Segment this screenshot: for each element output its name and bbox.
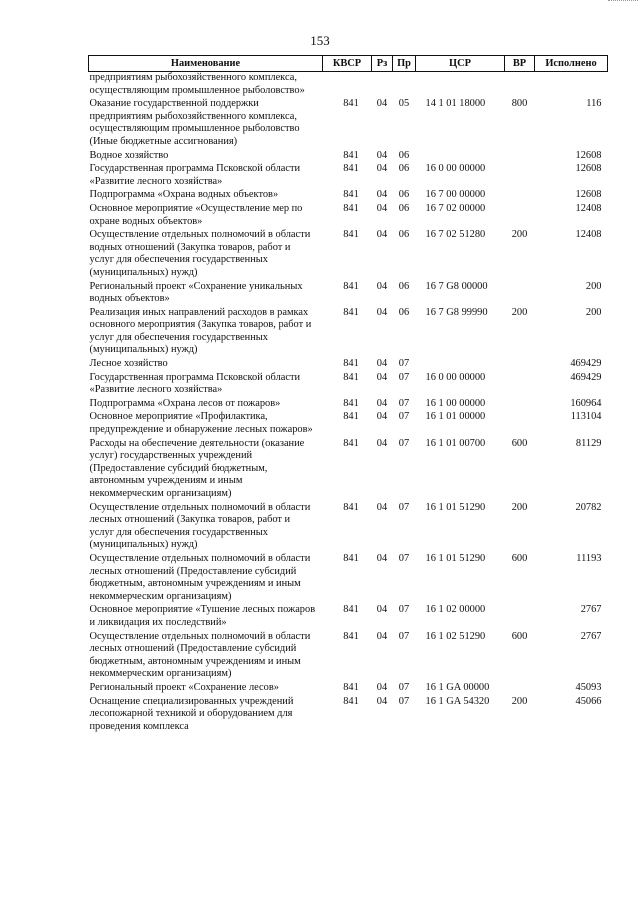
cell-csr [416, 149, 505, 163]
cell-name: Водное хозяйство [89, 149, 169, 161]
header-csr: ЦСР [416, 56, 505, 72]
cell-csr: 16 1 00 00000 [425, 397, 486, 409]
table-row [89, 630, 608, 681]
table-row [89, 552, 608, 603]
cell-rz: 04 [376, 163, 388, 175]
table-body [89, 72, 608, 734]
cell-csr: 16 1 GA 54320 [425, 695, 490, 707]
cell-pr: 07 [398, 371, 410, 383]
cell-isp: 12608 [575, 163, 602, 175]
cell-vr [505, 162, 535, 188]
cell-vr [505, 410, 535, 436]
cell-name: Государственная программа Псковской области «Развитие лесного хозяйства» [89, 163, 301, 187]
cell-name: Основное мероприятие «Осуществление мер по охране водных объектов» [89, 202, 303, 227]
cell-vr [505, 357, 535, 371]
cell-kvsr: 841 [343, 695, 359, 707]
table-row [89, 603, 608, 629]
cell-kvsr: 841 [343, 681, 359, 693]
cell-csr: 16 0 00 00000 [425, 371, 486, 383]
cell-kvsr: 841 [343, 280, 359, 292]
scan-edge-mark [608, 0, 638, 9]
cell-pr: 07 [398, 358, 410, 370]
cell-kvsr: 841 [343, 358, 359, 370]
table-row [89, 97, 608, 148]
table-row [89, 681, 608, 695]
cell-csr: 16 1 01 00700 [425, 437, 486, 449]
header-vr: ВР [505, 56, 535, 72]
cell-kvsr: 841 [343, 604, 359, 616]
cell-vr [505, 371, 535, 397]
cell-name: предприятиям рыбохозяйственного комплекса, осуществляющим промышленное рыболовство» [89, 72, 305, 96]
cell-pr: 06 [398, 229, 410, 241]
cell-kvsr: 841 [343, 501, 359, 513]
cell-vr: 200 [511, 695, 528, 707]
cell-csr [416, 357, 505, 371]
cell-isp: 45066 [575, 695, 602, 707]
cell-kvsr: 841 [343, 306, 359, 318]
cell-name: Осуществление отдельных полномочий в области лесных отношений (Предоставление субсидий бюджетным, автономным учреждениям и иным некоммерческим организациям) [89, 552, 311, 602]
cell-csr: 16 1 GA 00000 [425, 681, 490, 693]
cell-name: Лесное хозяйство [89, 358, 168, 370]
cell-csr: 16 1 01 51290 [425, 552, 486, 564]
cell-pr: 07 [398, 604, 410, 616]
cell-pr: 07 [398, 695, 410, 707]
table-row [89, 72, 608, 98]
cell-vr [505, 202, 535, 228]
cell-rz: 04 [376, 681, 388, 693]
cell-rz: 04 [376, 695, 388, 707]
cell-pr: 06 [398, 306, 410, 318]
table-row [89, 397, 608, 411]
cell-isp: 12608 [575, 189, 602, 201]
cell-rz: 04 [376, 202, 388, 214]
cell-rz [372, 72, 393, 98]
cell-csr: 16 1 02 51290 [425, 630, 486, 642]
table-header-row [89, 56, 608, 72]
cell-vr: 200 [511, 501, 528, 513]
cell-vr: 600 [511, 630, 528, 642]
cell-pr: 07 [398, 681, 410, 693]
budget-table [88, 55, 608, 733]
cell-kvsr: 841 [343, 202, 359, 214]
cell-vr: 200 [511, 229, 528, 241]
cell-rz: 04 [376, 229, 388, 241]
cell-name: Расходы на обеспечение деятельности (оказание услуг) государственных учреждений (Предоставление субсидий бюджетным, автономным учреждениям и иным некоммерческим организациям) [89, 437, 305, 499]
cell-vr: 600 [511, 552, 528, 564]
table-row [89, 357, 608, 371]
cell-rz: 04 [376, 189, 388, 201]
cell-name: Основное мероприятие «Профилактика, предупреждение и обнаружение лесных пожаров» [89, 411, 313, 436]
table-row [89, 280, 608, 306]
header-isp: Исполнено [535, 56, 608, 72]
cell-isp: 2767 [580, 630, 602, 642]
cell-kvsr: 841 [343, 437, 359, 449]
cell-csr: 14 1 01 18000 [425, 98, 486, 110]
cell-isp: 2767 [580, 604, 602, 616]
cell-csr: 16 1 02 00000 [425, 604, 486, 616]
cell-name: Региональный проект «Сохранение лесов» [89, 681, 279, 693]
cell-kvsr: 841 [343, 630, 359, 642]
cell-rz: 04 [376, 149, 388, 161]
cell-isp: 113104 [570, 411, 602, 423]
cell-name: Оказание государственной поддержки предприятиям рыбохозяйственного комплекса, осуществляющим промышленное рыболовство (Иные бюджетные ассигнования) [89, 98, 300, 147]
cell-vr [505, 149, 535, 163]
cell-kvsr: 841 [343, 371, 359, 383]
cell-vr [505, 280, 535, 306]
cell-pr: 07 [398, 501, 410, 513]
cell-pr: 06 [398, 202, 410, 214]
budget-table-container [88, 55, 607, 733]
cell-rz: 04 [376, 501, 388, 513]
cell-csr: 16 7 G8 00000 [425, 280, 488, 292]
table-row [89, 149, 608, 163]
cell-name: Осуществление отдельных полномочий в области лесных отношений (Предоставление субсидий бюджетным, автономным учреждениям и иным некоммерческим организациям) [89, 630, 311, 680]
cell-isp: 20782 [575, 501, 602, 513]
cell-name: Оснащение специализированных учреждений лесопожарной техникой и оборудованием для проведения комплекса [89, 695, 294, 732]
cell-vr: 800 [511, 98, 528, 110]
cell-vr: 600 [511, 437, 528, 449]
table-row [89, 501, 608, 552]
cell-pr: 06 [398, 149, 410, 161]
cell-rz: 04 [376, 630, 388, 642]
cell-kvsr: 841 [343, 189, 359, 201]
cell-pr: 07 [398, 552, 410, 564]
cell-vr [505, 397, 535, 411]
header-kvsr: КВСР [323, 56, 372, 72]
cell-rz: 04 [376, 397, 388, 409]
cell-rz: 04 [376, 411, 388, 423]
cell-name: Основное мероприятие «Тушение лесных пожаров и ликвидация их последствий» [89, 604, 316, 628]
cell-pr: 06 [398, 189, 410, 201]
cell-name: Подпрограмма «Охрана водных объектов» [89, 189, 279, 201]
cell-name: Региональный проект «Сохранение уникальных водных объектов» [89, 280, 303, 305]
cell-name: Реализация иных направлений расходов в рамках основного мероприятия (Закупка товаров, работ и услуг для обеспечения государственных (муниципальных) нужд) [89, 306, 312, 356]
cell-csr: 16 1 01 51290 [425, 501, 486, 513]
cell-isp: 116 [586, 98, 602, 110]
cell-rz: 04 [376, 358, 388, 370]
cell-isp: 45093 [575, 681, 602, 693]
cell-name: Осуществление отдельных полномочий в области лесных отношений (Закупка товаров, работ и услуг для обеспечения государственных (муниципальных) нужд) [89, 501, 311, 551]
cell-vr: 200 [511, 306, 528, 318]
table-row [89, 202, 608, 228]
cell-rz: 04 [376, 98, 388, 110]
cell-vr [505, 72, 535, 98]
cell-isp: 200 [585, 280, 602, 292]
cell-kvsr: 841 [343, 397, 359, 409]
cell-rz: 04 [376, 552, 388, 564]
cell-csr: 16 7 G8 99990 [425, 306, 488, 318]
cell-rz: 04 [376, 306, 388, 318]
cell-vr [505, 188, 535, 202]
cell-kvsr: 841 [343, 149, 359, 161]
cell-csr: 16 0 00 00000 [425, 163, 486, 175]
cell-pr: 06 [398, 280, 410, 292]
table-row [89, 410, 608, 436]
cell-vr [505, 681, 535, 695]
cell-csr: 16 7 02 00000 [425, 202, 486, 214]
cell-kvsr: 841 [343, 163, 359, 175]
table-row [89, 228, 608, 279]
cell-isp: 200 [585, 306, 602, 318]
table-row [89, 371, 608, 397]
cell-isp: 11193 [576, 552, 602, 564]
cell-vr [505, 603, 535, 629]
cell-kvsr: 841 [343, 229, 359, 241]
cell-pr: 05 [398, 98, 410, 110]
table-row [89, 695, 608, 734]
table-row [89, 188, 608, 202]
table-row [89, 306, 608, 357]
cell-name: Осуществление отдельных полномочий в области водных отношений (Закупка товаров, работ и услуг для обеспечения государственных (муниципальных) нужд) [89, 229, 311, 278]
header-pr: Пр [393, 56, 416, 72]
page-number: 153 [310, 33, 330, 48]
cell-name: Государственная программа Псковской области «Развитие лесного хозяйства» [89, 371, 301, 396]
cell-isp [535, 72, 608, 98]
cell-name: Подпрограмма «Охрана лесов от пожаров» [89, 397, 281, 409]
cell-rz: 04 [376, 604, 388, 616]
cell-isp: 469429 [570, 371, 602, 383]
cell-pr [393, 72, 416, 98]
table-row [89, 162, 608, 188]
cell-rz: 04 [376, 437, 388, 449]
cell-kvsr [323, 72, 372, 98]
cell-isp: 469429 [570, 358, 602, 370]
cell-kvsr: 841 [343, 411, 359, 423]
cell-rz: 04 [376, 371, 388, 383]
table-row [89, 437, 608, 501]
cell-isp: 81129 [575, 437, 602, 449]
cell-pr: 07 [398, 397, 410, 409]
cell-kvsr: 841 [343, 552, 359, 564]
cell-isp: 12408 [575, 202, 602, 214]
cell-pr: 06 [398, 163, 410, 175]
cell-isp: 160964 [570, 397, 602, 409]
cell-csr: 16 1 01 00000 [425, 411, 486, 423]
cell-pr: 07 [398, 437, 410, 449]
cell-pr: 07 [398, 630, 410, 642]
cell-rz: 04 [376, 280, 388, 292]
header-name: Наименование [89, 56, 323, 72]
cell-pr: 07 [398, 411, 410, 423]
cell-csr: 16 7 02 51280 [425, 229, 486, 241]
header-rz: Рз [372, 56, 393, 72]
cell-isp: 12608 [575, 149, 602, 161]
cell-isp: 12408 [575, 229, 602, 241]
cell-kvsr: 841 [343, 98, 359, 110]
cell-csr [416, 72, 505, 98]
cell-csr: 16 7 00 00000 [425, 189, 486, 201]
